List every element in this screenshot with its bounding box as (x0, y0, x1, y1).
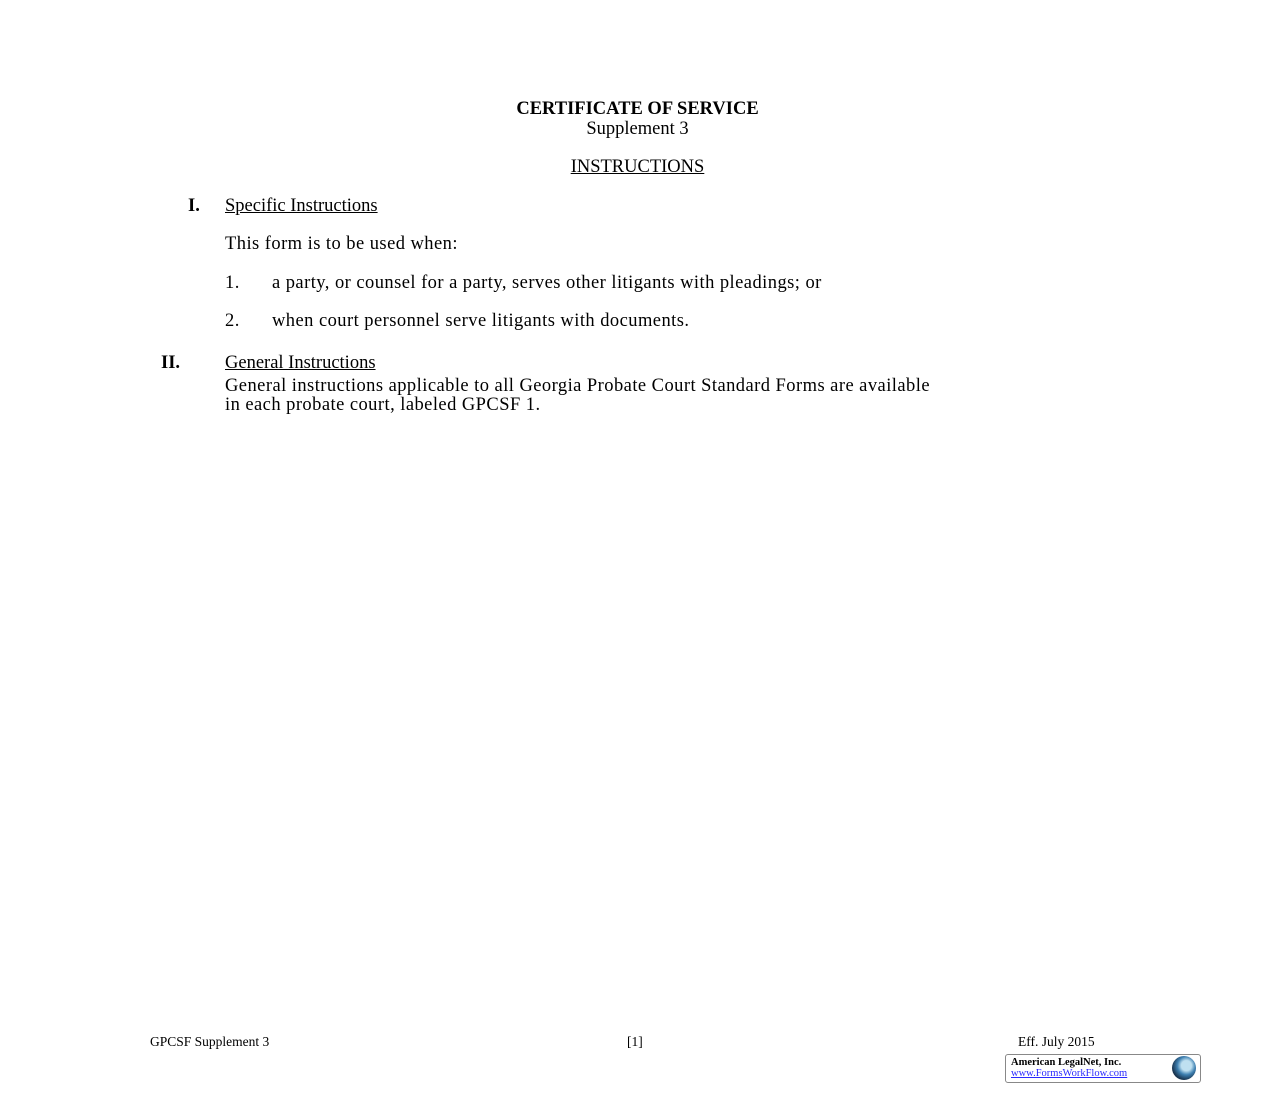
section-2-heading: General Instructions (225, 353, 376, 373)
section-1-intro: This form is to be used when: (225, 234, 458, 254)
document-subtitle: Supplement 3 (586, 119, 689, 139)
list-item-number: 2. (225, 311, 240, 331)
section-1-numeral: I. (188, 196, 200, 216)
section-2-text-line: in each probate court, labeled GPCSF 1. (225, 395, 541, 415)
section-2-text-line: General instructions applicable to all Georgia Probate Court Standard Forms are available (225, 376, 930, 396)
section-1-heading: Specific Instructions (225, 196, 378, 216)
list-item-text: when court personnel serve litigants with documents. (272, 311, 690, 331)
list-item-number: 1. (225, 273, 240, 293)
globe-icon (1172, 1056, 1196, 1080)
section-2-numeral: II. (161, 353, 181, 373)
instructions-heading: INSTRUCTIONS (570, 157, 705, 177)
logo-company-name: American LegalNet, Inc. (1011, 1057, 1122, 1068)
list-item-text: a party, or counsel for a party, serves other litigants with pleadings; or (272, 273, 822, 293)
footer-effective-date: Eff. July 2015 (1018, 1034, 1095, 1049)
footer-page-number: [1] (627, 1034, 643, 1049)
american-legalnet-logo[interactable] (1005, 1054, 1201, 1083)
document-title: CERTIFICATE OF SERVICE (516, 99, 759, 119)
logo-website-link[interactable]: www.FormsWorkFlow.com (1011, 1068, 1128, 1079)
footer-form-id: GPCSF Supplement 3 (150, 1034, 270, 1049)
